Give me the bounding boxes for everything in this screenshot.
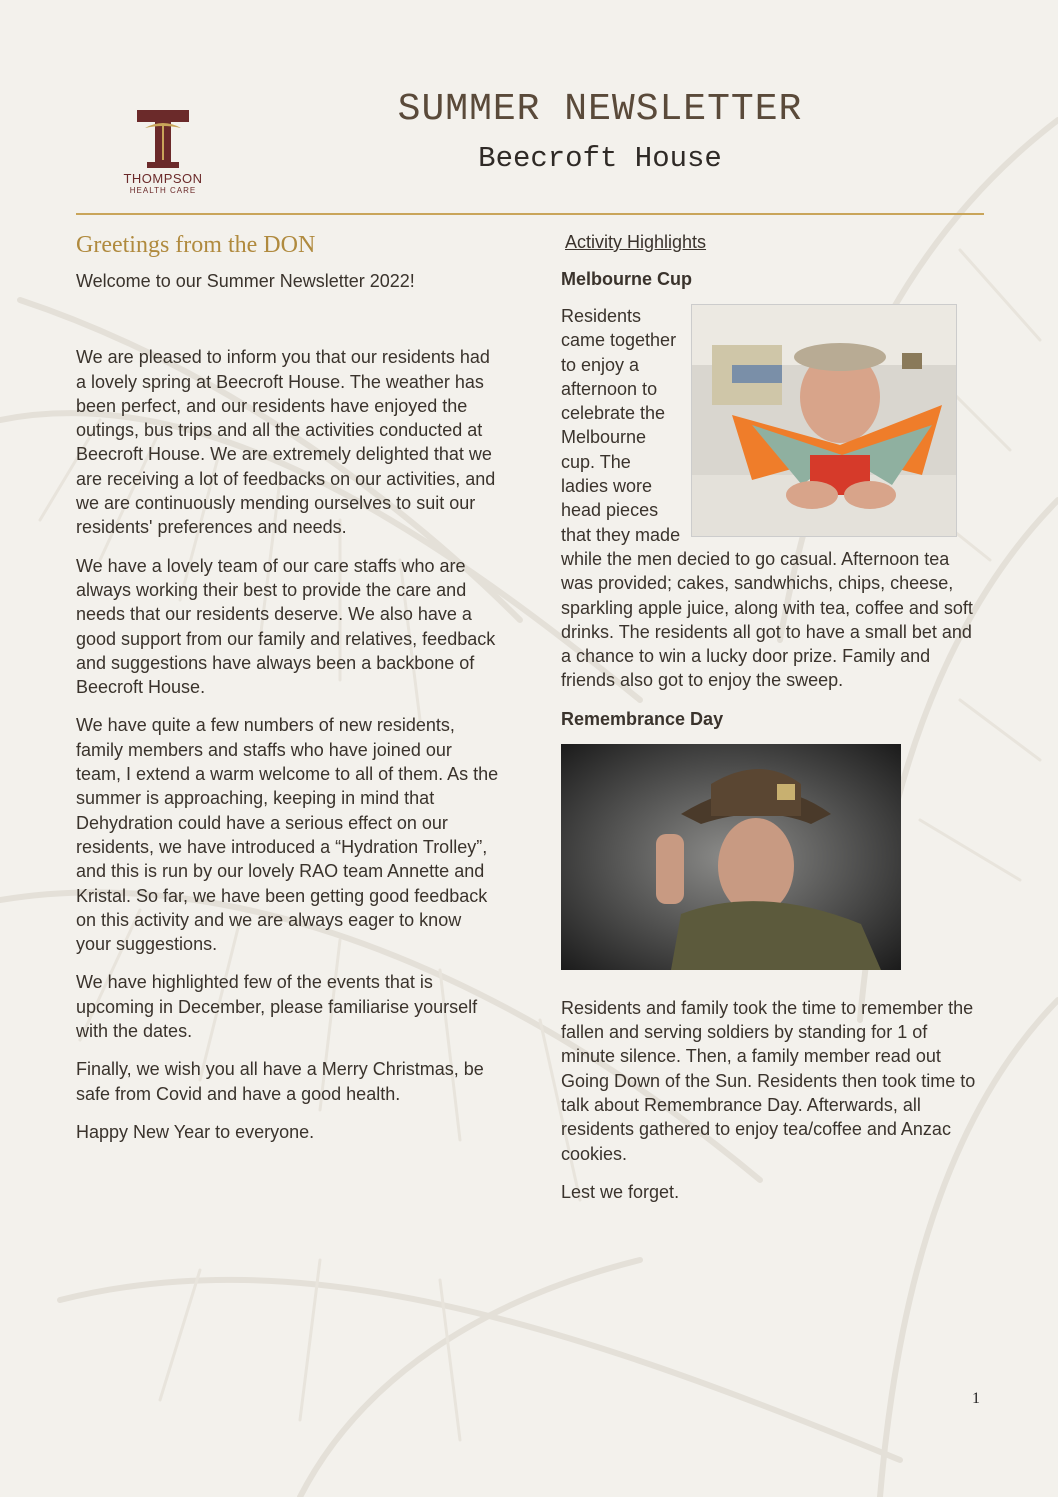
header-divider: [76, 213, 984, 215]
newsletter-subtitle: Beecroft House: [478, 142, 722, 175]
page-number: 1: [972, 1390, 980, 1407]
remembrance-day-photo: [561, 744, 901, 970]
don-heading: Greetings from the DON: [76, 232, 316, 258]
don-column: [76, 232, 501, 1158]
don-paragraph-events: We have highlighted few of the events that is upcoming in December, please familiarise yourself with the dates.: [76, 972, 478, 1042]
t-emblem-icon: [135, 108, 191, 170]
logo-sub-text: HEALTH CARE: [129, 186, 197, 195]
don-paragraph-team: We have a lovely team of our care staffs who are always working their best to provide the care and needs that our residents deserve. We also have a good support from our family and relatives, feedback and suggestions have always been a backbone of Beecroft House.: [76, 555, 496, 698]
melbourne-cup-text-body: Residents came together to enjoy a afternoon to celebrate the Melbourne cup. The ladies wore head pieces that they made while the men decied to go casual. Afternoon tea was provided; cakes, sandwhichs, chips, cheese, sparkling apple juice, along with tea, coffee and soft drinks. The residents all got to have a small bet and a chance to win a lucky door prize. Family and friends also got to enjoy the sweep.: [561, 306, 973, 691]
don-paragraph-new-residents: We have quite a few numbers of new residents, family members and staffs who have joined our team, I extend a warm welcome to all of them. As the summer is approaching, keeping in mind that Dehydration could have a serious effect on our residents, we have introduced a “Hydration Trolley”, and this is run by our lovely RAO team Annette and Kristal. So far, we have been getting good feedback on this activity and we are always eager to know your suggestions.: [76, 715, 499, 955]
newsletter-title: SUMMER NEWSLETTER: [397, 88, 803, 131]
don-paragraph-new-year: Happy New Year to everyone.: [76, 1121, 315, 1142]
logo-brand-text: THOMPSON: [123, 171, 203, 186]
remembrance-day-text: Residents and family took the time to remember the fallen and serving soldiers by standing for 1 of minute silence. Then, a family member read out Going Down of the Sun. Residents then took time to talk about Remembrance Day. Afterwards, all residents gathered to enjoy tea/coffee and Anzac cookies.: [561, 997, 976, 1164]
activity-column: [561, 232, 985, 1218]
don-paragraph-christmas: Finally, we wish you all have a Merry Christmas, be safe from Covid and have a good health.: [76, 1059, 484, 1104]
don-paragraph-spring: We are pleased to inform you that our residents had a lovely spring at Beecroft House. The weather has been perfect, and our residents have enjoyed the outings, bus trips and all the activities conducted at Beecroft House. We are extremely delighted that we are receiving a lot of feedbacks on our activities, and we are continuously mending ourselves to suit our residents' preferences and needs.: [76, 347, 496, 538]
lest-we-forget-text: Lest we forget.: [561, 1181, 680, 1202]
activity-highlights-title: Activity Highlights: [565, 232, 707, 252]
melbourne-cup-heading: Melbourne Cup: [561, 269, 692, 289]
remembrance-day-heading: Remembrance Day: [561, 708, 724, 729]
welcome-paragraph: Welcome to our Summer Newsletter 2022!: [76, 271, 415, 291]
thompson-logo: [110, 108, 216, 206]
melbourne-cup-photo: [691, 304, 957, 537]
melbourne-cup-text: [561, 304, 985, 693]
